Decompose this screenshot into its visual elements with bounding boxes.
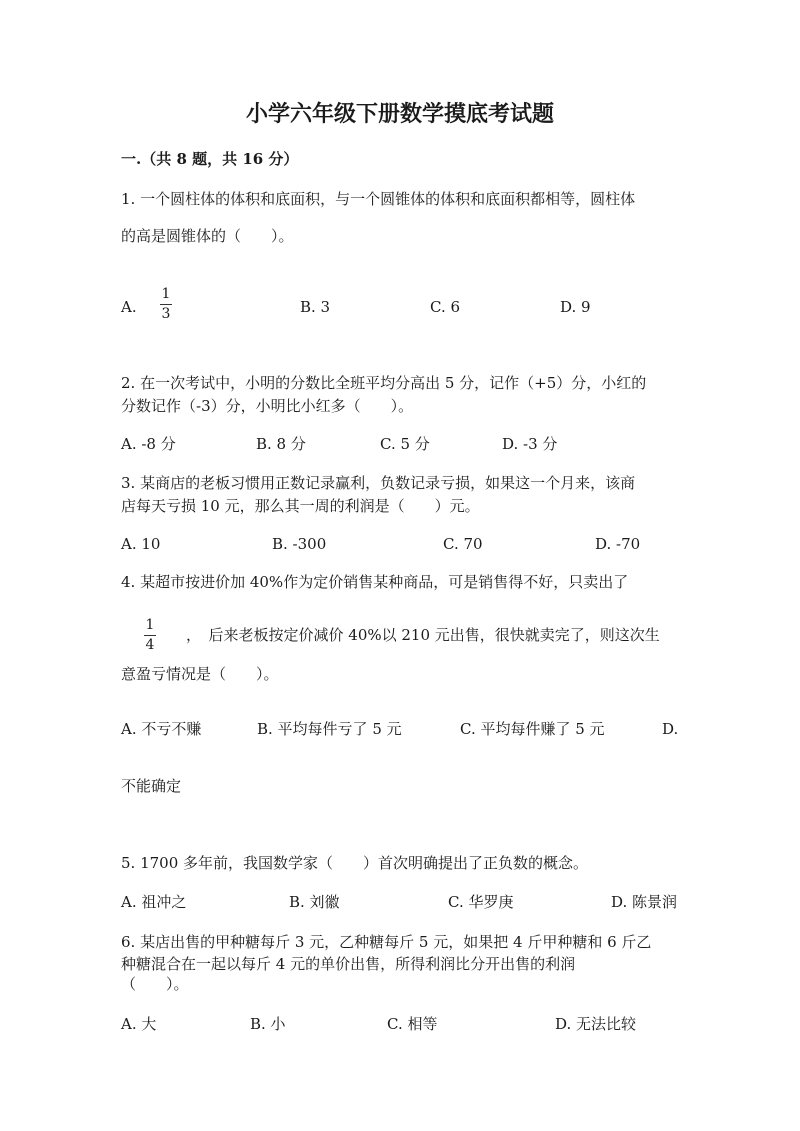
question-1-option-b: B. 3 (300, 298, 331, 316)
question-6-option-c: C. 相等 (387, 1015, 438, 1033)
question-3-option-c: C. 70 (443, 535, 483, 553)
question-4-line-2: ， 后来老板按定价减价 40%以 210 元出售，很快就卖完了，则这次生 (186, 626, 660, 644)
question-2-option-a: A. -8 分 (121, 435, 176, 453)
fraction-denominator: 4 (145, 637, 155, 653)
fraction-numerator: 1 (161, 286, 171, 302)
question-2-line-1: 2. 在一次考试中，小明的分数比全班平均分高出 5 分，记作（+5）分，小红的 (121, 374, 647, 392)
question-6-line-2: 种糖混合在一起以每斤 4 元的单价出售，所得利润比分开出售的利润 (121, 955, 576, 973)
question-3-line-2: 店每天亏损 10 元，那么其一周的利润是（ ）元。 (121, 497, 480, 515)
page-title: 小学六年级下册数学摸底考试题 (245, 101, 554, 127)
section-heading: 一.（共 8 题，共 16 分） (121, 150, 299, 168)
question-4-option-d-text: 不能确定 (121, 777, 182, 795)
question-1-line-1: 1. 一个圆柱体的体积和底面积，与一个圆锥体的体积和底面积都相等，圆柱体 (121, 190, 636, 208)
fraction-denominator: 3 (161, 306, 171, 322)
question-3-option-b: B. -300 (272, 535, 327, 553)
question-4-option-c: C. 平均每件赚了 5 元 (460, 720, 605, 738)
question-2-line-2: 分数记作（-3）分，小明比小红多（ ）。 (121, 397, 414, 415)
question-6-option-a: A. 大 (121, 1015, 157, 1033)
question-1-line-2: 的高是圆锥体的（ ）。 (121, 227, 294, 245)
question-1-option-a: A. (121, 298, 137, 316)
question-4-fraction (144, 618, 156, 653)
question-4-option-b: B. 平均每件亏了 5 元 (257, 720, 402, 738)
question-6-option-d: D. 无法比较 (555, 1015, 637, 1033)
question-5-option-b: B. 刘徽 (289, 893, 340, 911)
question-5-option-d: D. 陈景润 (611, 893, 678, 911)
fraction-numerator: 1 (145, 617, 155, 633)
question-5-option-a: A. 祖冲之 (121, 893, 187, 911)
fraction-bar (144, 635, 156, 636)
question-2-option-c: C. 5 分 (380, 435, 430, 453)
question-6-line-3: （ ）。 (121, 975, 189, 993)
question-2-option-d: D. -3 分 (502, 435, 558, 453)
question-4-option-d: D. (662, 720, 679, 738)
question-6-line-1: 6. 某店出售的甲种糖每斤 3 元，乙种糖每斤 5 元，如果把 4 斤甲种糖和 6 斤乙 (121, 933, 652, 951)
question-4-line-1: 4. 某超市按进价加 40%作为定价销售某种商品，可是销售得不好，只卖出了 (121, 573, 629, 591)
fraction-bar (160, 304, 172, 305)
question-5-option-c: C. 华罗庚 (448, 893, 514, 911)
question-6-option-b: B. 小 (250, 1015, 286, 1033)
question-1-option-d: D. 9 (560, 298, 591, 316)
question-4-line-3: 意盈亏情况是（ ）。 (121, 665, 279, 683)
question-2-option-b: B. 8 分 (256, 435, 306, 453)
question-3-line-1: 3. 某商店的老板习惯用正数记录赢利，负数记录亏损，如果这一个月来，该商 (121, 474, 636, 492)
question-4-option-a: A. 不亏不赚 (121, 720, 202, 738)
question-3-option-a: A. 10 (121, 535, 161, 553)
question-1-option-a-fraction (160, 287, 172, 322)
question-3-option-d: D. -70 (595, 535, 641, 553)
question-1-option-c: C. 6 (430, 298, 461, 316)
question-5-line-1: 5. 1700 多年前，我国数学家（ ）首次明确提出了正负数的概念。 (121, 854, 589, 872)
